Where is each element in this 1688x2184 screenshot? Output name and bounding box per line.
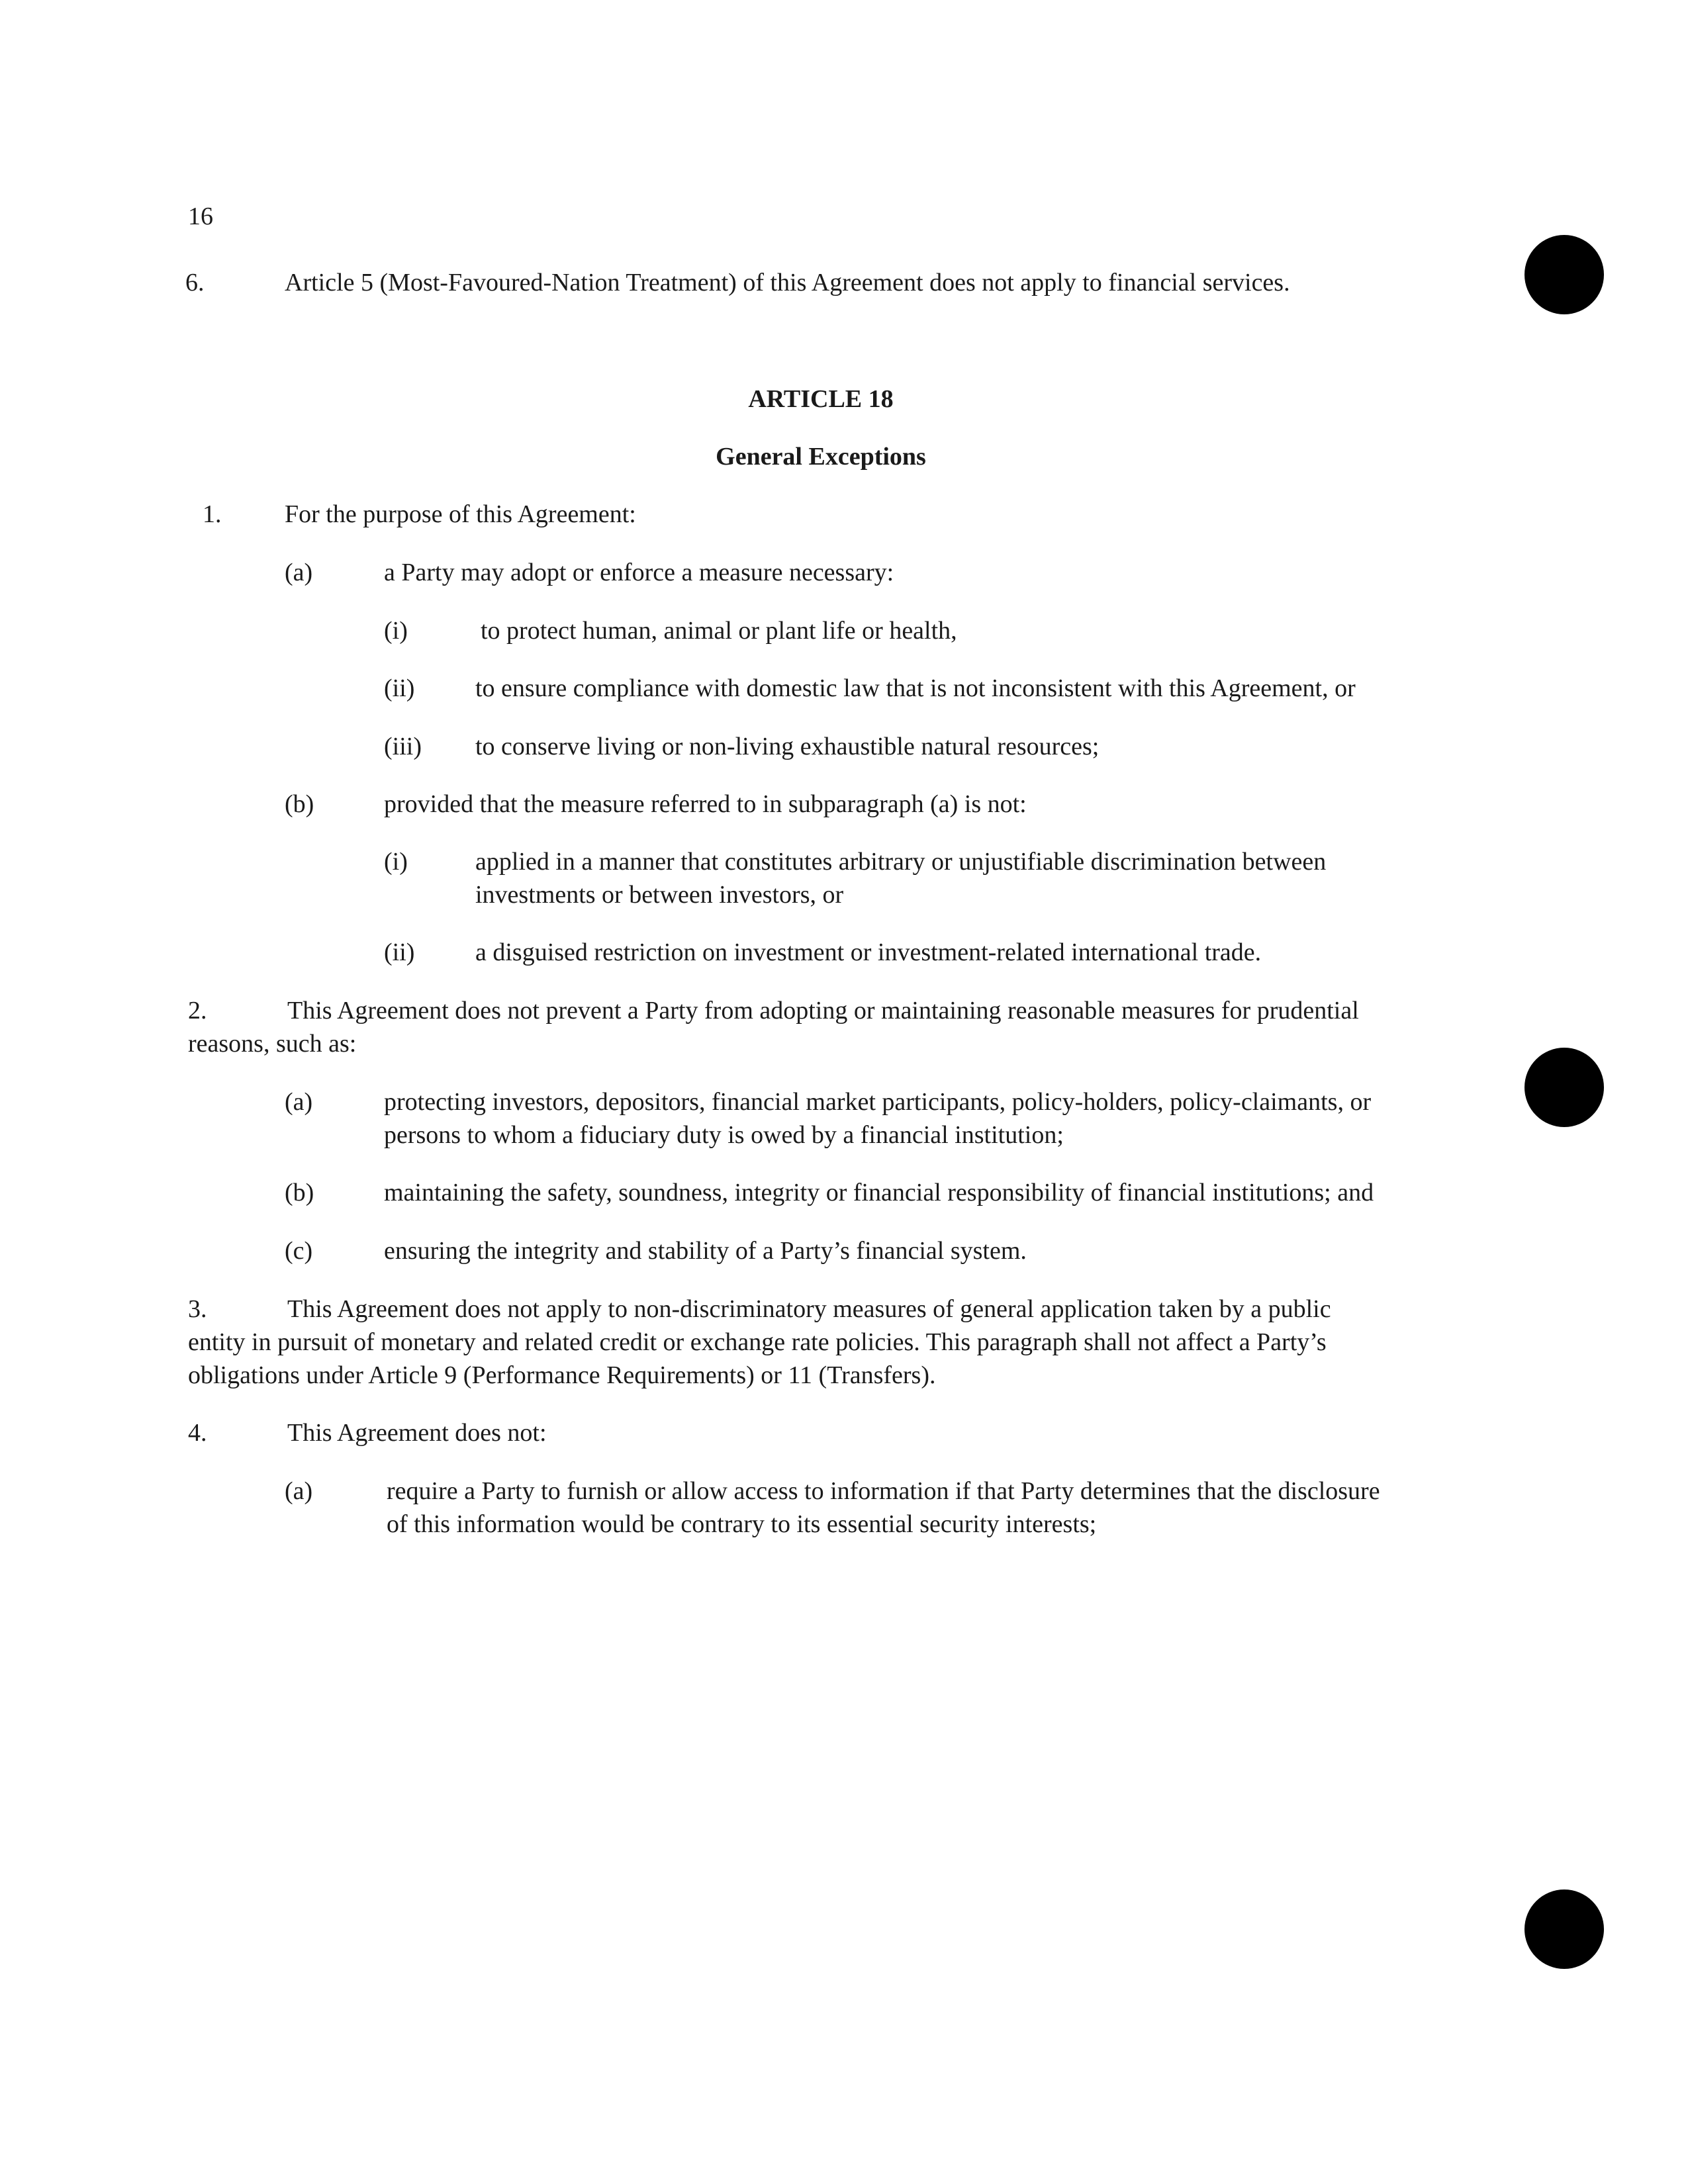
paragraph-1-text: For the purpose of this Agreement: <box>285 500 636 528</box>
item-1b-i-text-line2: investments or between investors, or <box>475 881 844 909</box>
item-4a-text-line1: require a Party to furnish or allow access to information if that Party determines that the disclosure <box>387 1477 1380 1505</box>
punch-hole-top <box>1524 235 1604 314</box>
item-1a-iii-label: (iii) <box>384 733 422 760</box>
item-1b-i-text-line1: applied in a manner that constitutes arbitrary or unjustifiable discrimination between <box>475 848 1327 876</box>
item-1b-ii-text: a disguised restriction on investment or investment-related international trade. <box>475 938 1262 966</box>
item-2b-label: (b) <box>285 1179 314 1206</box>
paragraph-6-text: Article 5 (Most-Favoured-Nation Treatment) of this Agreement does not apply to financial services. <box>285 269 1290 296</box>
paragraph-4-text: This Agreement does not: <box>287 1419 547 1447</box>
item-1a-ii-text: to ensure compliance with domestic law that is not inconsistent with this Agreement, or <box>475 674 1356 702</box>
article-heading: ARTICLE 18 <box>748 385 894 413</box>
paragraph-2-text-line2: reasons, such as: <box>188 1030 357 1058</box>
paragraph-3-text-line3: obligations under Article 9 (Performance Requirements) or 11 (Transfers). <box>188 1361 936 1389</box>
item-4a-label: (a) <box>285 1477 313 1505</box>
paragraph-4-number: 4. <box>188 1419 207 1447</box>
item-2c-label: (c) <box>285 1237 313 1265</box>
item-1a-i-text: to protect human, animal or plant life or health, <box>481 617 957 645</box>
paragraph-2-text-line1: This Agreement does not prevent a Party from adopting or maintaining reasonable measures for prudential <box>287 997 1359 1024</box>
punch-hole-bottom <box>1524 1889 1604 1969</box>
item-2a-text-line1: protecting investors, depositors, financial market participants, policy-holders, policy-claimants, or <box>384 1088 1372 1116</box>
item-2a-label: (a) <box>285 1088 313 1116</box>
item-2a-text-line2: persons to whom a fiduciary duty is owed by a financial institution; <box>384 1121 1064 1149</box>
subparagraph-1a-text: a Party may adopt or enforce a measure necessary: <box>384 559 894 586</box>
item-1b-i-label: (i) <box>384 848 408 876</box>
item-2b-text: maintaining the safety, soundness, integrity or financial responsibility of financial institutions; and <box>384 1179 1374 1206</box>
subparagraph-1a-label: (a) <box>285 559 313 586</box>
page-number: 16 <box>188 203 213 230</box>
item-1b-ii-label: (ii) <box>384 938 415 966</box>
paragraph-3-text-line1: This Agreement does not apply to non-discriminatory measures of general application taken by a public <box>287 1295 1331 1323</box>
article-title: General Exceptions <box>716 443 926 471</box>
paragraph-2-number: 2. <box>188 997 207 1024</box>
item-1a-ii-label: (ii) <box>384 674 415 702</box>
item-4a-text-line2: of this information would be contrary to its essential security interests; <box>387 1510 1097 1538</box>
item-2c-text: ensuring the integrity and stability of a Party’s financial system. <box>384 1237 1027 1265</box>
punch-hole-middle <box>1524 1048 1604 1127</box>
paragraph-1-number: 1. <box>203 500 222 528</box>
paragraph-6-number: 6. <box>185 269 205 296</box>
subparagraph-1b-label: (b) <box>285 790 314 818</box>
subparagraph-1b-text: provided that the measure referred to in subparagraph (a) is not: <box>384 790 1027 818</box>
paragraph-3-number: 3. <box>188 1295 207 1323</box>
item-1a-iii-text: to conserve living or non-living exhaustible natural resources; <box>475 733 1100 760</box>
item-1a-i-label: (i) <box>384 617 408 645</box>
paragraph-3-text-line2: entity in pursuit of monetary and related credit or exchange rate policies. This paragraph shall not affect a Party’s <box>188 1328 1327 1356</box>
